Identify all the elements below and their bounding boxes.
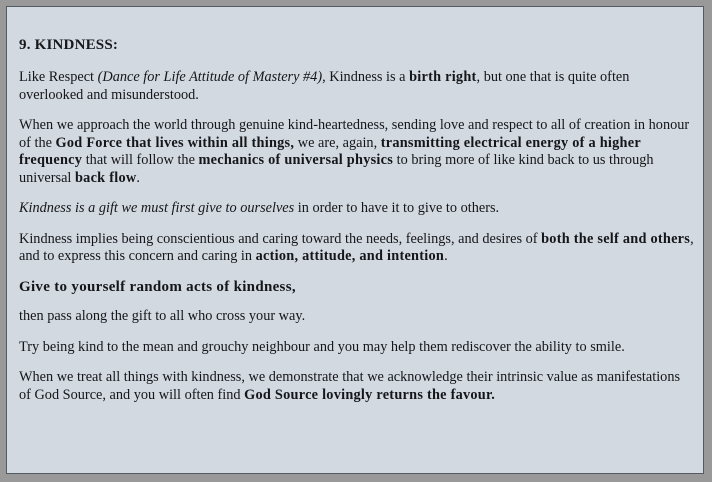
paragraph-give-yourself bbox=[19, 279, 695, 297]
text-segment: When we approach the world through genuine kind-heartedness, sending love and respect to all of creation in honour of the bbox=[19, 117, 690, 151]
text-segment-bold: God Force that lives within all things, bbox=[55, 134, 295, 151]
text-segment: Like Respect bbox=[19, 69, 98, 85]
text-segment: in order to have it to give to others. bbox=[294, 200, 500, 216]
text-segment: then pass along the gift to all who cross your way. bbox=[19, 308, 306, 324]
text-segment-bold: God Source lovingly returns the favour. bbox=[244, 386, 496, 403]
paragraph-gift bbox=[19, 200, 695, 218]
paragraph-pass-along bbox=[19, 308, 695, 326]
text-segment-italic: (Dance for Life Attitude of Mastery #4) bbox=[97, 69, 323, 85]
text-segment: Kindness implies being conscientious and caring toward the needs, feelings, and desires of bbox=[19, 230, 542, 247]
text-segment: When we treat all things with kindness, we demonstrate that we acknowledge their intrinsic value as manifestations of God Source, and you will often find bbox=[19, 369, 681, 403]
text-segment-bold: birth right bbox=[409, 69, 477, 85]
paragraph-god-source bbox=[19, 369, 695, 404]
text-segment: , but one that is quite often overlooked and misunderstood. bbox=[19, 69, 630, 103]
paragraph-intro bbox=[19, 69, 695, 104]
text-segment-bold: both the self and others bbox=[541, 230, 691, 247]
text-segment: , and to express this concern and caring in bbox=[19, 230, 694, 264]
document-page bbox=[6, 6, 704, 474]
page-title: 9. KINDNESS: bbox=[19, 37, 119, 53]
text-segment-bold: back flow bbox=[74, 169, 137, 186]
text-segment: . bbox=[136, 169, 140, 186]
document-content bbox=[19, 37, 695, 417]
text-segment-bold: action, attitude, and intention bbox=[255, 248, 445, 264]
paragraph-neighbour bbox=[19, 339, 695, 357]
text-segment: Try being kind to the mean and grouchy neighbour and you may help them rediscover the ability to smile. bbox=[19, 338, 625, 355]
text-segment: to bring more of like kind back to us through universal bbox=[19, 152, 654, 186]
text-segment-bold: mechanics of universal physics bbox=[198, 152, 394, 168]
text-segment-bold: Give to yourself random acts of kindness, bbox=[19, 278, 296, 295]
text-segment: we are, again, bbox=[294, 134, 381, 151]
paragraph-god-force bbox=[19, 117, 695, 187]
text-segment-bold: transmitting electrical energy of a higher frequency bbox=[19, 134, 641, 168]
paragraph-implies bbox=[19, 231, 695, 266]
text-segment: . bbox=[444, 248, 448, 264]
text-segment-italic: Kindness is a gift we must first give to ourselves bbox=[19, 200, 295, 216]
text-segment: , Kindness is a bbox=[322, 69, 410, 85]
text-segment: that will follow the bbox=[82, 152, 199, 168]
